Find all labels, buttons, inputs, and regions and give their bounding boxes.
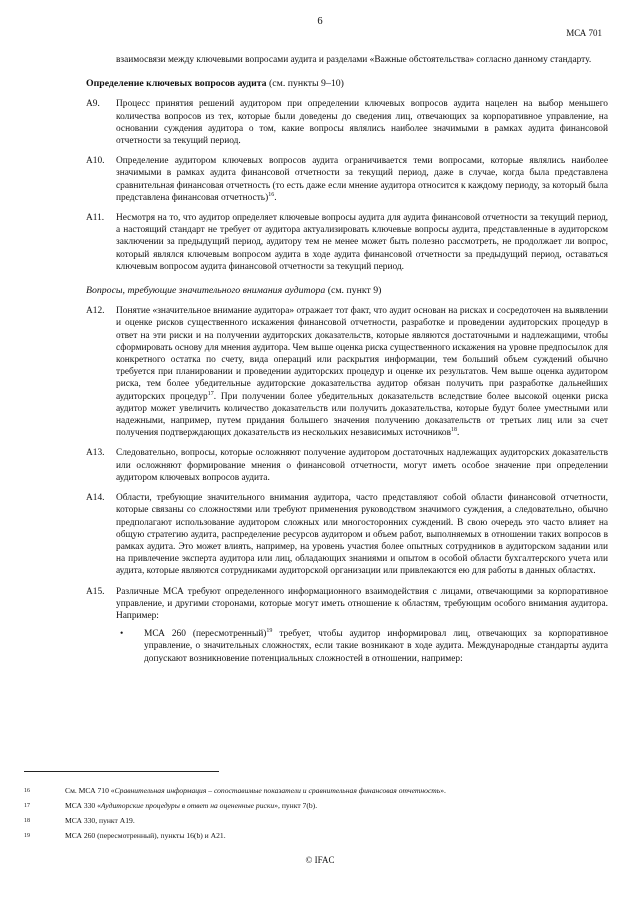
footnotes — [24, 786, 604, 846]
paragraph-number: A11. — [86, 213, 105, 224]
bullet-text-post: требует, чтобы аудитор информировал лиц, отвечающих за корпоративное управление, о значительных сложностях, если такие возникают в ходе аудита. Международные стандарты аудита допускают возникновение потенциальных сложностей в отношении, например: — [144, 629, 608, 664]
paragraph-text — [116, 305, 608, 439]
footnote-text-post: ». — [440, 786, 446, 795]
footnote-number: 17 — [24, 803, 30, 809]
paragraph-text: Несмотря на то, что аудитор определяет ключевые вопросы аудита для аудита финансовой отчетности за текущий период, а настоящий стандарт не требует от аудитора актуализировать ключевые вопросы аудита, представленные в аудиторском заключении за предыдущий период, аудитору тем не менее может быть полезно рассмотреть, не продолжает ли вопрос, который являлся ключевым вопросом аудита в ходе аудита финансовой отчетности за предыдущий период, оставаться ключевым вопросом аудита финансовой отчетности за текущий период. — [116, 213, 608, 272]
paragraph-text: Следовательно, вопросы, которые осложняют получение аудитором достаточных надлежащих аудиторских доказательств или осложняют формирование мнения о финансовой отчетности, могут иметь особое значение при определении аудитором ключевых вопросов аудита. — [116, 448, 608, 483]
paragraph-body — [116, 586, 608, 665]
section-ref: (см. пункты 9–10) — [269, 78, 344, 90]
footnote-title: Аудиторские процедуры в ответ на оцененные риски — [100, 801, 275, 810]
footnote-divider — [24, 771, 219, 772]
paragraph-text-part3: . — [457, 428, 460, 439]
footnote-text — [65, 786, 604, 796]
paragraph-number: A15. — [86, 586, 105, 597]
paragraph-text: Области, требующие значительного внимания аудитора, часто представляют собой области финансовой отчетности, которые связаны со сложностями или требуют применения руководством значимого суждения, а следовательно, обычно предполагают использование аудитором сложных или многосторонних суждений. В свою очередь это часто влияет на общую стратегию аудита, распределение ресурсов аудитором и объем работ, выполняемых в отношении таких вопросов в рамках аудита. Это может влиять, например, на уровень участия более опытных сотрудников в аудиторском задании или на привлечение эксперта аудитора или лиц, обладающих знаниями и опытом в особой области бухгалтерского учета или аудита, которые являются сотрудниками аудиторской организации или привлекаются ею для работы в данных областях. — [116, 493, 608, 577]
bullet-text-pre: МСА 260 (пересмотренный) — [144, 629, 267, 640]
section-ref: (см. пункт 9) — [327, 285, 382, 297]
section-title: Вопросы, требующие значительного внимания аудитора — [86, 285, 326, 297]
paragraph-number: A10. — [86, 156, 105, 167]
paragraph-a15 — [86, 586, 608, 665]
footnote-19 — [24, 831, 604, 841]
paragraph-number: A12. — [86, 306, 105, 317]
footnote-16 — [24, 786, 604, 796]
paragraph-text — [116, 155, 608, 204]
footnote-ref-18[interactable]: 18 — [451, 427, 458, 434]
footnote-text: МСА 330, пункт A19. — [65, 816, 135, 825]
standard-code: МСА 701 — [566, 28, 602, 38]
footnote-text — [65, 801, 604, 811]
footnote-number: 16 — [24, 788, 30, 794]
paragraph-a12 — [86, 305, 608, 439]
paragraph-number: A9. — [86, 99, 100, 110]
section-heading-key-matters — [86, 78, 608, 90]
paragraph-a14 — [86, 492, 608, 577]
paragraph-text: Процесс принятия решений аудитором при определении ключевых вопросов аудита нацелен на выбор меньшего количества вопросов из тех, которые были доведены до сведения лиц, отвечающих за корпоративное управление, на основании суждения аудитора о том, какие вопросы являлись наиболее значимыми в рамках аудита финансовой отчетности за текущий период. — [116, 99, 608, 147]
footnote-ref-19[interactable]: 19 — [266, 628, 273, 634]
footnote-17 — [24, 801, 604, 811]
footnote-18 — [24, 816, 604, 826]
main-content — [86, 54, 608, 673]
bullet-text — [144, 628, 608, 665]
paragraph-a11 — [86, 212, 608, 273]
footnote-number: 19 — [24, 833, 30, 839]
footnote-number: 18 — [24, 818, 30, 824]
bullet-symbol: • — [120, 629, 124, 640]
footnote-ref-16[interactable]: 16 — [268, 191, 275, 198]
footnote-text-post: », пункт 7(b). — [274, 801, 318, 810]
paragraph-a9 — [86, 98, 608, 147]
paragraph-a13 — [86, 447, 608, 484]
paragraph-text-part1: Понятие «значительное внимание аудитора» отражает тот факт, что аудит основан на рисках и сосредоточен на выявлении и оценке рисков существенного искажения финансовой отчетности, разработке и проведении аудиторских процедур в ответ на эти риски и на получении аудиторских доказательств, которые являются достаточными и надлежащими, чтобы сформировать основу для мнения аудитора. Чем выше оценка риска существенного искажения на уровне предпосылок для конкретного остатка по счету, вида операций или раскрытия информации, тем больший объем суждений обычно требуется при планировании и проведении аудиторских процедур и оценке их результатов. Чем выше оценка аудитором риска, тем более убедительные аудиторские доказательства аудитор обязан получить при разработке дальнейших аудиторских процедур — [116, 306, 608, 402]
paragraph-text-end: . — [274, 192, 277, 203]
paragraph-text: Различные МСА требуют определенного информационного взаимодействия с лицами, отвечающими за корпоративное управление, и другими сторонами, которые могут иметь отношение к областям, требующим особого внимания аудитора. Например: — [116, 586, 608, 621]
footnote-text: МСА 260 (пересмотренный), пункты 16(b) и A21. — [65, 831, 226, 840]
copyright-footer: © IFAC — [305, 855, 335, 865]
section-heading-significant-attention — [86, 285, 608, 297]
footnote-text-pre: См. МСА 710 « — [65, 786, 115, 795]
paragraph-text-part2: . При получении более убедительных доказательств вследствие более высокой оценки риска аудитор может увеличить количество доказательств или получить доказательства, которые будут более уместными или надежными, например, путем придания большего значения получению доказательств от третьих лиц или за счет получения подтверждающих доказательств из нескольких независимых источников — [116, 391, 608, 439]
paragraph-number: A14. — [86, 493, 105, 504]
page-number: 6 — [317, 16, 323, 27]
paragraph-number: A13. — [86, 448, 105, 459]
footnote-ref-17[interactable]: 17 — [207, 390, 214, 397]
footnote-title: Сравнительная информация – сопоставимые показатели и сравнительная финансовая отчетность — [114, 786, 441, 795]
paragraph-a10 — [86, 155, 608, 204]
section-title: Определение ключевых вопросов аудита — [86, 78, 267, 90]
footnote-text-pre: МСА 330 « — [65, 801, 101, 810]
continuation-paragraph: взаимосвязи между ключевыми вопросами аудита и разделами «Важные обстоятельства» согласно данному стандарту. — [116, 55, 592, 65]
paragraph-text-main: Определение аудитором ключевых вопросов аудита ограничивается теми вопросами, которые являлись наиболее значимыми в рамках аудита финансовой отчетности за текущий период, даже в случае, когда была представлена сравнительная финансовая отчетность (то есть даже если мнение аудитора относится к каждому периоду, за который была представлена финансовая отчетность) — [116, 156, 608, 203]
bullet-item — [116, 628, 608, 665]
